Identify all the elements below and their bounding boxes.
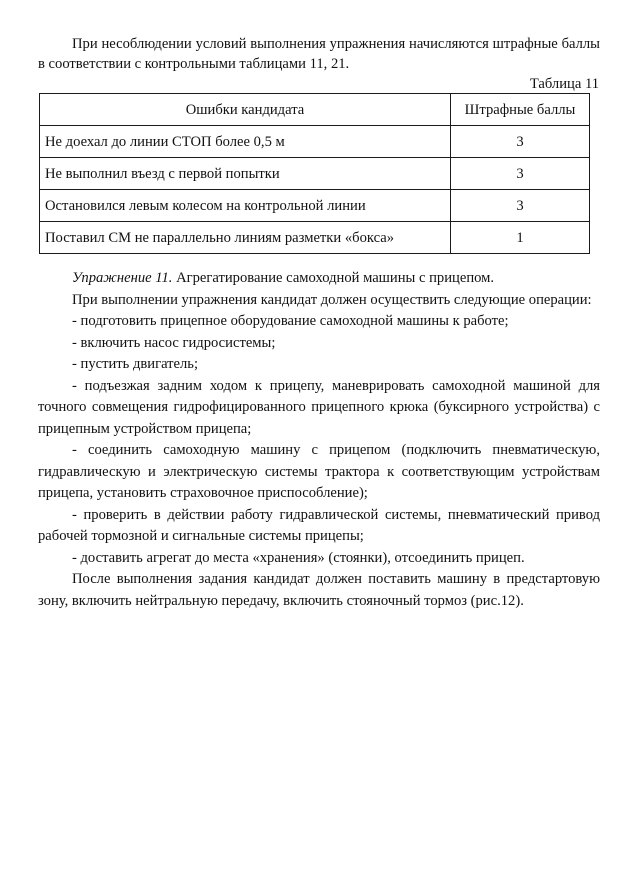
- table-row: [40, 190, 590, 222]
- exercise-section: [38, 268, 600, 612]
- table-row: [40, 126, 590, 158]
- error-cell: Не доехал до линии СТОП более 0,5 м: [40, 126, 451, 158]
- error-cell: Поставил СМ не параллельно линиям разметки «бокса»: [40, 222, 451, 254]
- exercise-step: - проверить в действии работу гидравлической системы, пневматический привод рабочей тормозной и сигнальные системы прицепы;: [38, 506, 600, 544]
- penalty-table: [39, 93, 590, 254]
- exercise-label: Упражнение 11.: [72, 270, 173, 286]
- exercise-step: - подъезжая задним ходом к прицепу, маневрировать самоходной машиной для точного совмещения гидрофицированного прицепного крюка (буксирного устройства) с прицепным устройством прицепа;: [38, 377, 600, 437]
- exercise-step: - подготовить прицепное оборудование самоходной машины к работе;: [72, 313, 509, 329]
- exercise-step: - соединить самоходную машину с прицепом (подключить пневматическую, гидравлическую и электрическую системы трактора к соответствующим устройствам прицепа, установить страховочное приспособление);: [38, 442, 600, 501]
- points-cell: 3: [451, 158, 590, 190]
- table-caption: Таблица 11: [529, 76, 599, 92]
- header-errors: Ошибки кандидата: [40, 94, 451, 126]
- intro-paragraph: При несоблюдении условий выполнения упражнения начисляются штрафные баллы в соответствии с контрольными таблицами 11, 21.: [38, 36, 600, 72]
- exercise-closing: После выполнения задания кандидат должен поставить машину в предстартовую зону, включить нейтральную передачу, включить стояночный тормоз (рис.12).: [38, 571, 600, 609]
- points-cell: 3: [451, 126, 590, 158]
- table-header-row: [40, 94, 590, 126]
- points-cell: 1: [451, 222, 590, 254]
- exercise-lead: При выполнении упражнения кандидат должен осуществить следующие операции:: [72, 291, 592, 308]
- exercise-step: - доставить агрегат до места «хранения» (стоянки), отсоединить прицеп.: [72, 549, 525, 566]
- points-cell: 3: [451, 190, 590, 222]
- exercise-title: Агрегатирование самоходной машины с прицепом.: [176, 270, 495, 286]
- exercise-step: - включить насос гидросистемы;: [72, 334, 276, 351]
- error-cell: Остановился левым колесом на контрольной линии: [40, 190, 451, 222]
- table-row: [40, 158, 590, 190]
- header-points: Штрафные баллы: [451, 94, 590, 126]
- exercise-step: - пустить двигатель;: [72, 356, 199, 372]
- error-cell: Не выполнил въезд с первой попытки: [40, 158, 451, 190]
- table-row: [40, 222, 590, 254]
- exercise-heading: [38, 268, 600, 290]
